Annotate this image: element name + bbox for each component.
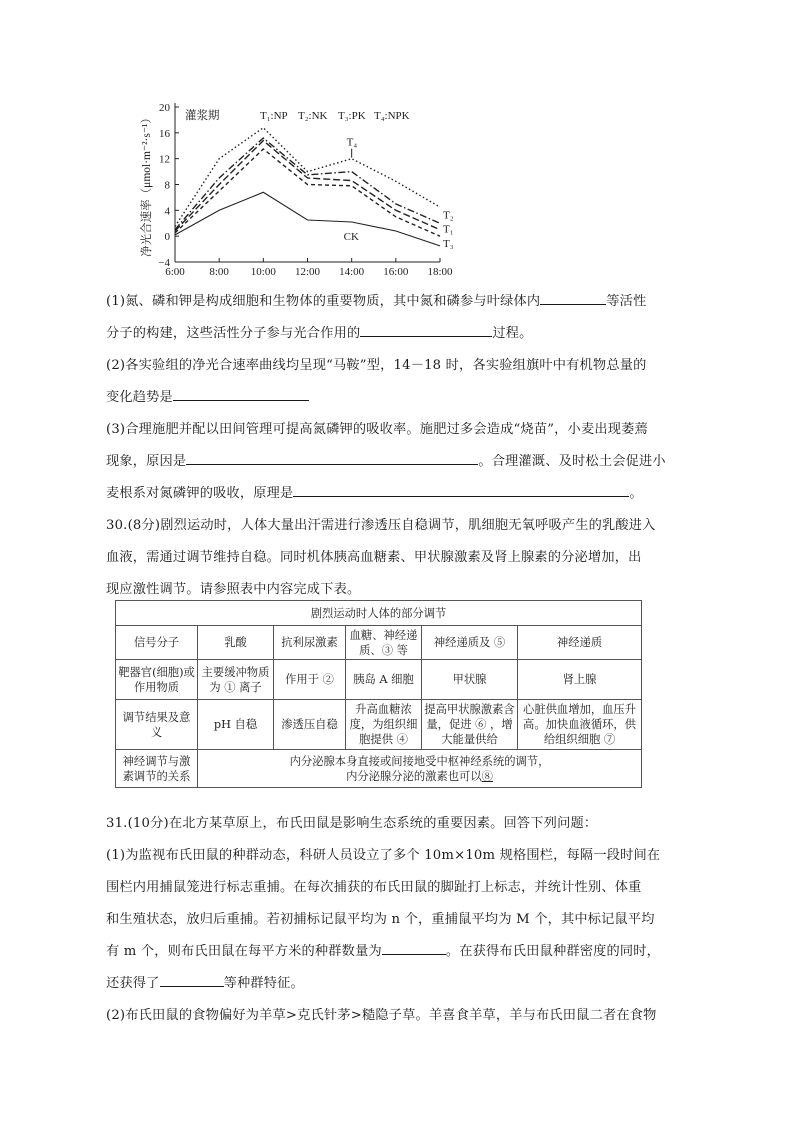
table-cell: 渗透压自稳	[274, 700, 346, 750]
table-cell: 主要缓冲物质为 ① 离子	[198, 660, 274, 700]
chart-axes	[158, 102, 453, 278]
table-title-row	[116, 601, 642, 626]
q3-line3	[106, 482, 696, 501]
x-tick-label: 16:00	[383, 266, 409, 278]
table-cell: 信号分子	[116, 626, 198, 660]
q30-line1: 30.(8分)剧烈运动时，人体大量出汗需进行渗透压自稳调节，肌细胞无氧呼吸产生的乳酸进入	[106, 518, 656, 533]
y-tick-label: 8	[164, 179, 170, 192]
table-cell: 神经调节与激素调节的关系	[116, 750, 198, 788]
y-axis-label: 净光合速率（μmol·m⁻²·s⁻¹）	[141, 112, 153, 257]
table-cell: 神经递质	[518, 626, 642, 660]
x-tick-label: 14:00	[339, 266, 365, 278]
x-tick-label: 10:00	[250, 266, 276, 278]
series-label: T₄	[346, 136, 358, 149]
relation-text-2: 内分泌腺分泌的激素也可以	[346, 769, 482, 783]
table-row	[116, 660, 642, 700]
q31-text-a: 有 m 个，则布氏田鼠在每平方米的种群数量为	[106, 944, 382, 959]
table-cell: 甲状腺	[422, 660, 518, 700]
table-cell-merged	[198, 750, 642, 788]
q3-text-a: 现象，原因是	[106, 454, 187, 469]
table-cell: 肾上腺	[518, 660, 642, 700]
chart-series	[175, 128, 440, 246]
q1-line1	[106, 290, 696, 309]
q31-blank-1[interactable]	[382, 941, 446, 955]
relation-line-2	[200, 769, 639, 784]
q30-line2: 血液，需通过调节维持自稳。同时机体胰高血糖素、甲状腺激素及肾上腺素的分泌增加，出	[106, 550, 642, 565]
y-tick-label: 12	[159, 153, 170, 166]
q3-line1: (3)合理施肥并配以田间管理可提高氮磷钾的吸收率。施肥过多会造成“烧苗”，小麦出现萎蔫	[106, 422, 648, 437]
chart-title: 灌浆期	[185, 110, 220, 122]
table-cell: pH 自稳	[198, 700, 274, 750]
q31-text-c: 还获得了	[106, 976, 160, 991]
q3-blank-2[interactable]	[293, 483, 629, 497]
q31-text-d: 等种群特征。	[223, 976, 304, 991]
table-cell: 调节结果及意义	[116, 700, 198, 750]
y-tick-label: −4	[158, 257, 170, 269]
q1-text-d: 过程。	[492, 326, 533, 341]
series-label: CK	[343, 230, 359, 243]
table-cell: 抗利尿激素	[274, 626, 346, 660]
q2-line1: (2)各实验组的净光合速率曲线均呈现“马鞍”型，14－18 时，各实验组旗叶中有机物总量的	[106, 358, 647, 373]
table-row	[116, 626, 642, 660]
series-label: T₃	[443, 238, 454, 251]
x-tick-label: 12:00	[294, 266, 321, 278]
q2-text: 变化趋势是	[106, 390, 173, 405]
table-row	[116, 750, 642, 788]
q31-line2: (1)为监视布氏田鼠的种群动态，科研人员设立了多个 10m×10m 规格围栏，每隔一段时间在	[106, 848, 661, 863]
q31-text-b: 。在获得布氏田鼠种群密度的同时，	[445, 944, 661, 959]
series-label: T₂	[443, 209, 454, 222]
q1-text-a: (1)氮、磷和钾是构成细胞和生物体的重要物质，其中氮和磷参与叶绿体内	[106, 294, 541, 309]
x-tick-label: 6:00	[165, 266, 185, 278]
q1-text-c: 分子的构建，这些活性分子参与光合作用的	[106, 326, 361, 341]
q31-line1: 31.(10分)在北方某草原上，布氏田鼠是影响生态系统的重要因素。回答下列问题：	[106, 816, 598, 831]
q31-line4: 和生殖状态，放归后重捕。若初捕标记鼠平均为 n 个，重捕鼠平均为 M 个，其中标记鼠平均	[106, 912, 655, 927]
q30-line3: 现应激性调节。请参照表中内容完成下表。	[106, 582, 361, 597]
table-row	[116, 700, 642, 750]
q2-line2	[106, 386, 696, 405]
series-line-T₁	[175, 141, 440, 231]
x-tick-label: 18:00	[427, 266, 453, 278]
legend-entry: T₁:NP	[260, 110, 288, 122]
q3-line2	[106, 450, 696, 469]
series-label: T₁	[443, 223, 454, 236]
table-cell: 乳酸	[198, 626, 274, 660]
x-tick-label: 8:00	[209, 266, 229, 278]
table-cell: 血糖、神经递质、③ 等	[346, 626, 422, 660]
q1-blank-2[interactable]	[360, 323, 492, 337]
q1-text-b: 等活性	[606, 294, 647, 309]
q3-text-d: 。	[629, 486, 643, 501]
q31-line7: (2)布氏田鼠的食物偏好为羊草>克氏针茅>糙隐子草。羊喜食羊草，羊与布氏田鼠二者在食物	[106, 1008, 657, 1023]
table-cell: 提高甲状腺激素含量，促进 ⑥ ，增大能量供给	[422, 700, 518, 750]
table-cell: 胰岛 A 细胞	[346, 660, 422, 700]
q3-text-c: 麦根系对氮磷钾的吸收，原理是	[106, 486, 294, 501]
q31-line6	[106, 972, 696, 991]
y-tick-label: 4	[164, 205, 170, 218]
table-cell: 心脏供血增加，血压升高。加快血液循环，供给组织细胞 ⑦	[518, 700, 642, 750]
table-cell: 神经递质及 ⑤	[422, 626, 518, 660]
y-tick-label: 16	[159, 127, 170, 140]
q1-blank-1[interactable]	[540, 291, 606, 305]
q3-blank-1[interactable]	[186, 451, 478, 465]
blank-8[interactable]: ⑧	[481, 769, 493, 783]
table-cell: 靶器官(细胞)或作用物质	[116, 660, 198, 700]
table-title: 剧烈运动时人体的部分调节	[116, 601, 642, 626]
regulation-table	[115, 600, 642, 788]
y-tick-label: 0	[164, 231, 170, 244]
table-cell: 作用于 ②	[274, 660, 346, 700]
table-cell: 升高血糖浓度，为组织细胞提供 ④	[346, 700, 422, 750]
q2-blank[interactable]	[173, 387, 309, 401]
legend-entry: T₂:NK	[298, 110, 328, 122]
relation-text-1: 内分泌腺本身直接或间接地受中枢神经系统的调节，	[289, 754, 550, 768]
q3-text-b: 。合理灌溉、及时松土会促进小	[478, 454, 666, 469]
legend-entry: T₄:NPK	[374, 110, 410, 122]
q31-line3: 围栏内用捕鼠笼进行标志重捕。在每次捕获的布氏田鼠的脚趾打上标志，并统计性别、体重	[106, 880, 642, 895]
net-photosynthesis-chart	[120, 95, 460, 280]
series-line-T₃	[175, 149, 440, 236]
q31-blank-2[interactable]	[160, 973, 224, 987]
q31-line5	[106, 940, 696, 959]
legend-entry: T₃:PK	[338, 110, 366, 122]
y-tick-label: 20	[159, 102, 170, 114]
q1-line2	[106, 322, 696, 341]
